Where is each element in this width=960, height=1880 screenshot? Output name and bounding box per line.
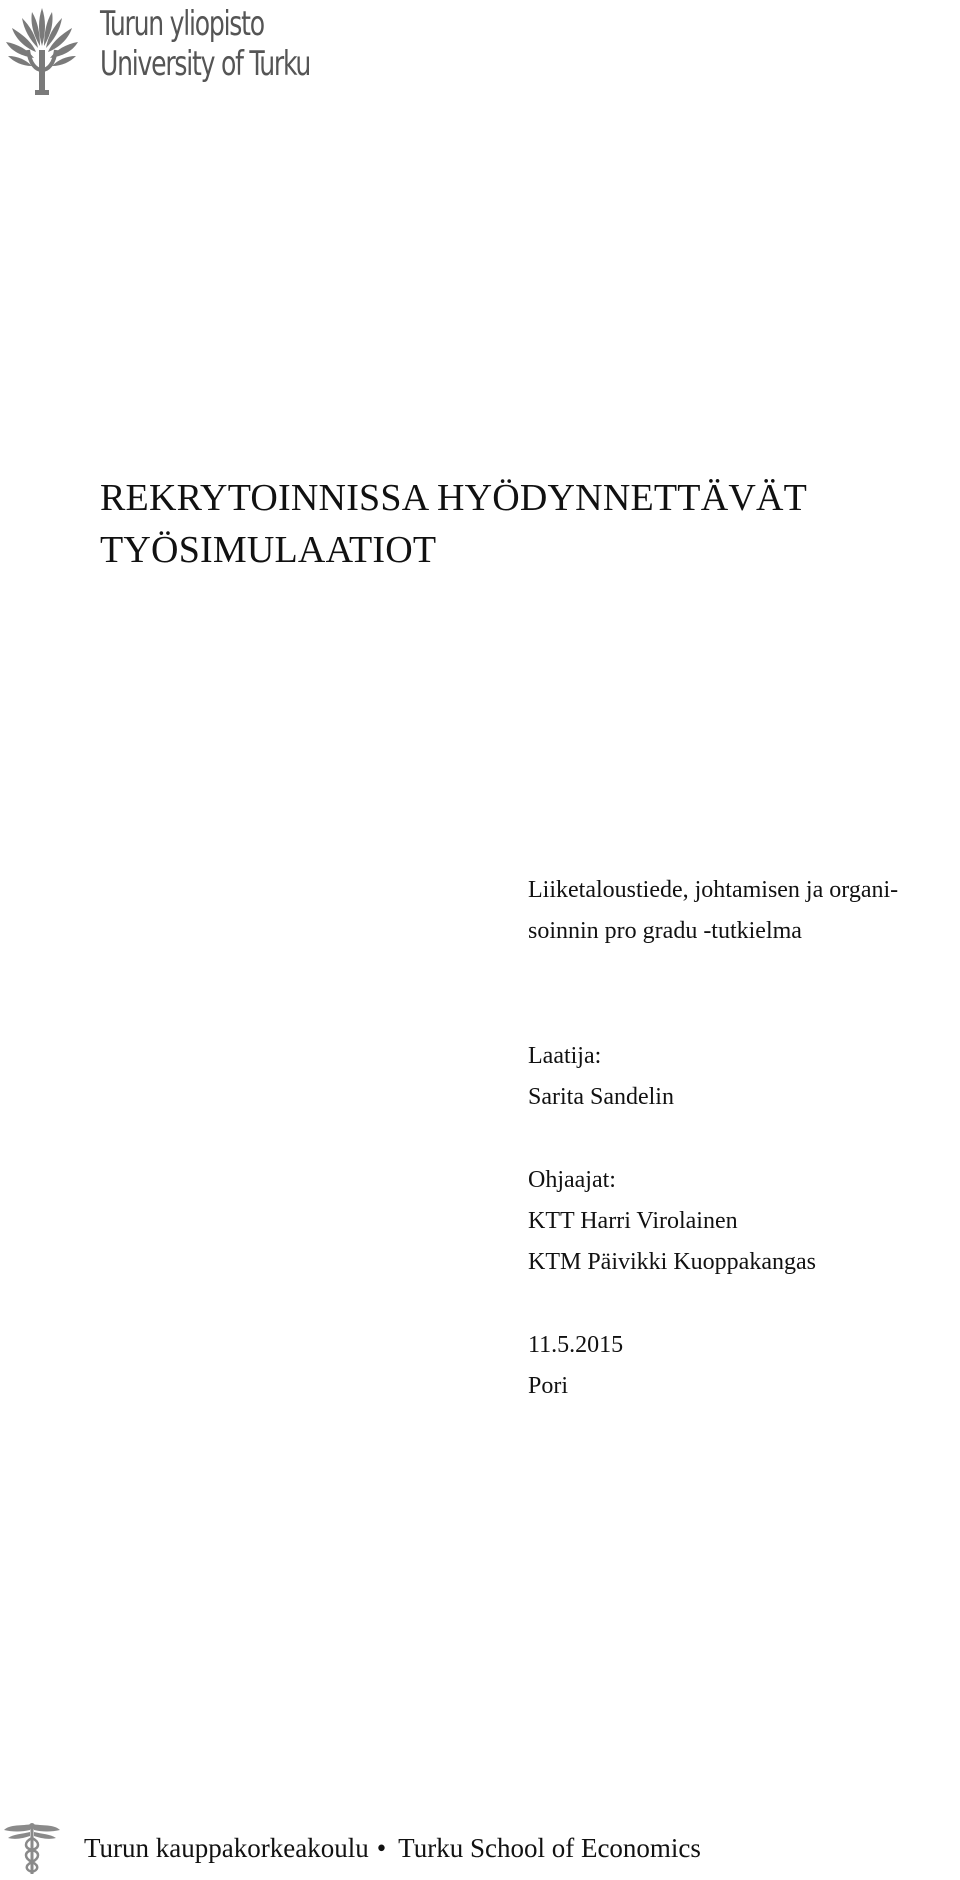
school-name-fi: Turun kauppakorkeakoulu	[84, 1833, 369, 1863]
date: 11.5.2015	[528, 1332, 624, 1358]
supervisor-1: KTT Harri Virolainen	[528, 1208, 738, 1234]
caduceus-icon	[2, 1820, 62, 1876]
logo-line-en: University of Turku	[100, 44, 311, 84]
title-line-2: TYÖSIMULAATIOT	[100, 529, 437, 571]
place: Pori	[528, 1373, 569, 1399]
thesis-info	[528, 870, 948, 1407]
torch-emblem-icon	[2, 2, 82, 98]
footer-separator: •	[376, 1833, 387, 1863]
author-label: Laatija:	[528, 1043, 602, 1069]
university-logo	[0, 0, 360, 100]
school-name-en: Turku School of Economics	[398, 1833, 701, 1863]
logo-wordmark	[100, 4, 310, 84]
author-name: Sarita Sandelin	[528, 1084, 674, 1110]
supervisor-2: KTM Päivikki Kuoppakangas	[528, 1249, 816, 1275]
logo-line-fi: Turun yliopisto	[100, 4, 264, 44]
footer	[0, 1820, 960, 1876]
supervisors-label: Ohjaajat:	[528, 1167, 616, 1193]
subject-line-1: Liiketaloustiede, johtamisen ja organi-	[528, 877, 899, 903]
subject-line-2: soinnin pro gradu -tutkielma	[528, 918, 802, 944]
footer-school-name	[84, 1830, 701, 1866]
title-line-1: REKRYTOINNISSA HYÖDYNNETTÄVÄT	[100, 477, 808, 519]
thesis-title	[100, 472, 920, 576]
